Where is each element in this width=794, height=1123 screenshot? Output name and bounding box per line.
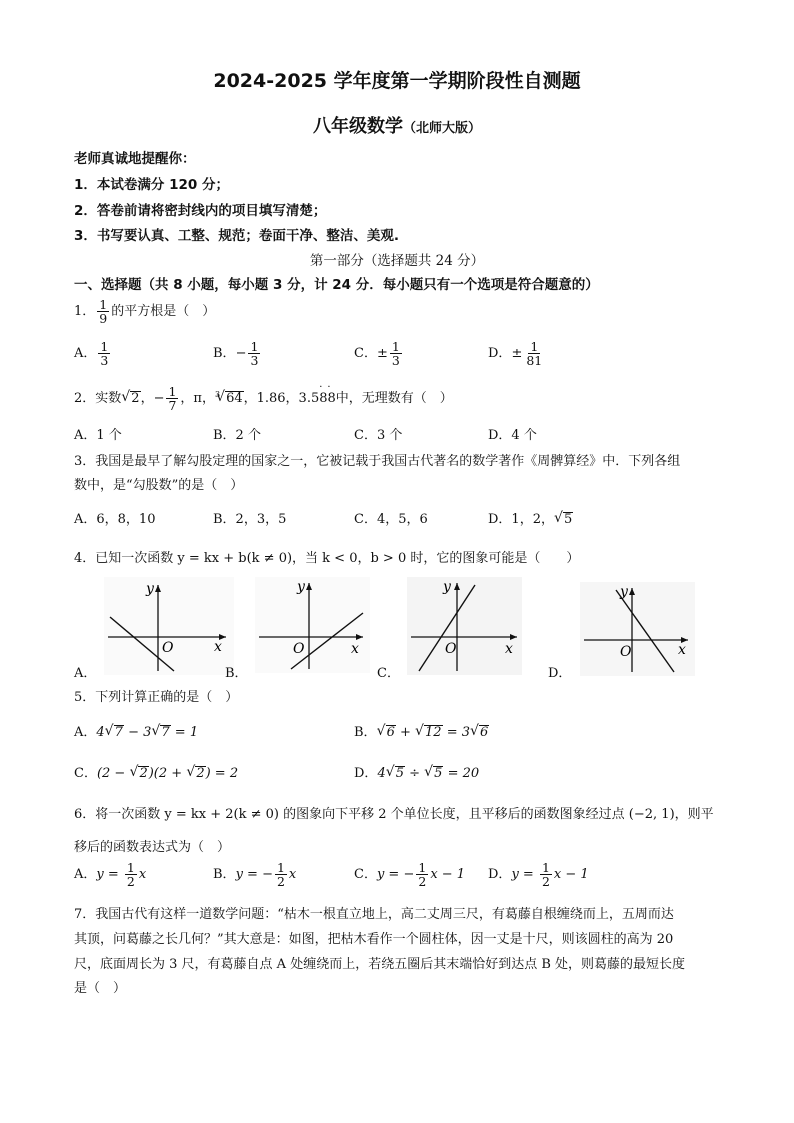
q1-option-d: [488, 340, 546, 367]
radicand: 64: [226, 391, 243, 407]
option-label: D．: [488, 346, 512, 362]
frac-den: 2: [418, 874, 427, 890]
expr-post: x: [138, 867, 147, 883]
q7-line: 尺，底面周长为 3 尺，有葛藤自点 A 处缠绕而上，若绕五圈后其末端恰好到达点 B 处，则葛藤的最短长度: [74, 957, 686, 972]
frac-den: 2: [541, 874, 550, 890]
q2-sep: ，π，: [180, 391, 215, 407]
q2-rest: ，1.86，3.5: [243, 391, 320, 407]
q1-frac-num: 1: [99, 297, 108, 312]
frac-den: 3: [250, 353, 259, 369]
option-label: B．: [213, 346, 236, 362]
frac-num: 1: [250, 339, 259, 354]
part: (2 −: [96, 766, 130, 781]
q6-option-a: [74, 861, 146, 888]
frac-num: 1: [276, 860, 285, 875]
option-fraction: [524, 340, 544, 367]
graph-d: [580, 582, 695, 676]
result: = 1: [170, 725, 199, 740]
q7-line: 是（ ）: [74, 981, 127, 996]
section-heading: 一、选择题（共 8 小题，每小题 3 分，计 24 分．每小题只有一个选项是符合题意的）: [74, 277, 599, 293]
repeat-value: 88: [319, 391, 336, 407]
frac-num: 1: [541, 860, 550, 875]
sqrt: [186, 766, 205, 781]
frac-num: 1: [530, 339, 539, 354]
sqrt: [470, 725, 489, 740]
option-label: A．: [74, 867, 97, 883]
op: − 3: [123, 725, 152, 740]
frac-den: 3: [100, 353, 109, 369]
y-label: y: [146, 581, 154, 597]
sqrt-5: [554, 512, 573, 527]
option-label: C．: [74, 766, 97, 781]
q4-label-a: A．: [74, 666, 97, 681]
radicand: 6: [480, 725, 489, 740]
origin-label: O: [620, 644, 632, 660]
sqrt-2: [121, 391, 140, 406]
graph-bg: [104, 577, 234, 675]
expr-post: x: [288, 867, 297, 883]
expr-fraction: [416, 861, 428, 888]
option-fraction: [98, 340, 110, 367]
frac-num: 1: [418, 860, 427, 875]
q1-frac-den: 9: [99, 311, 108, 327]
option-label: D．: [354, 766, 378, 781]
option-fraction: [390, 340, 402, 367]
frac-den: 2: [126, 874, 135, 890]
graph-b: [255, 577, 370, 673]
q5-option-d: [354, 762, 479, 781]
q4-label-c: C．: [377, 666, 400, 681]
option-label: A．: [74, 346, 97, 362]
option-label: B．: [213, 867, 236, 883]
q3-line2: 数中，是“勾股数”的是（ ）: [74, 478, 244, 493]
eq: = 3: [442, 725, 470, 740]
sqrt: [105, 725, 124, 740]
origin-label: O: [293, 641, 305, 657]
q6-option-c: [354, 861, 465, 888]
q1-option-a: [74, 340, 112, 367]
q6-line2: 移后的函数表达式为（ ）: [74, 840, 231, 855]
repeating-digits: [319, 382, 336, 407]
op: ÷: [405, 766, 425, 781]
q1-number: 1．: [74, 304, 96, 320]
cube-root-index: 3: [214, 389, 221, 399]
expr-fraction: [275, 861, 287, 888]
sign: ±: [376, 346, 388, 362]
radicand: 5: [563, 512, 573, 527]
y-label: y: [443, 579, 451, 595]
q4-label-d: D．: [548, 666, 572, 681]
q3-line1: 3．我国是最早了解勾股定理的国家之一，它被记载于我国古代著名的数学著作《周髀算经》中．下列各组: [74, 454, 681, 469]
option-label: A．: [74, 725, 97, 740]
x-label: x: [214, 639, 222, 655]
option-text: D．1，2，: [488, 512, 554, 527]
frac-num: 1: [168, 384, 177, 399]
expr-post: x − 1: [553, 867, 589, 883]
result: = 20: [443, 766, 480, 781]
q2-fraction: [166, 385, 178, 412]
sqrt: [415, 725, 443, 740]
expr-pre: y = −: [235, 867, 273, 883]
reminder-item: 1．本试卷满分 120 分；: [74, 177, 229, 193]
question-2: [74, 382, 453, 414]
q1-option-b: [213, 340, 262, 367]
radicand: 5: [395, 766, 404, 781]
reminder-item: 3．书写要认真、工整、规范；卷面干净、整洁、美观.: [74, 228, 400, 244]
frac-num: 1: [126, 860, 135, 875]
q6-option-d: [488, 861, 589, 888]
q7-line: 其顶，问葛藤之长几何？”其大意是：如图，把枯木看作一个圆柱体，因一丈是十尺，则该圆柱的高为 20: [74, 932, 674, 947]
q1-option-c: [354, 340, 404, 367]
expr-pre: y =: [511, 867, 538, 883]
radicand: 2: [196, 766, 205, 781]
q6-line1: 6．将一次函数 y = kx + 2(k ≠ 0) 的图象向下平移 2 个单位长度，且平移后的函数图象经过点 (−2, 1)，则平: [74, 807, 714, 822]
q2-option-d: D．4 个: [488, 428, 537, 443]
part: )(2 +: [148, 766, 187, 781]
q4-label-b: B．: [225, 666, 248, 681]
q6-option-b: [213, 861, 296, 888]
q2-sep: ，−: [140, 391, 165, 407]
radicand: 2: [139, 766, 148, 781]
radicand: 12: [425, 725, 442, 740]
graph-bg: [580, 582, 695, 676]
exam-subtitle: [0, 112, 794, 138]
q1-fraction: [97, 298, 109, 325]
q2-option-c: C．3 个: [354, 428, 403, 443]
q3-option-b: B．2，3，5: [213, 512, 287, 527]
radicand: 7: [161, 725, 170, 740]
option-label: D．: [488, 867, 512, 883]
expr-fraction: [540, 861, 552, 888]
q3-option-a: A．6，8，10: [74, 512, 156, 527]
q5-option-c: [74, 762, 238, 781]
expr-pre: y = −: [376, 867, 415, 883]
option-fraction: [248, 340, 260, 367]
radicand: 5: [434, 766, 443, 781]
sign: −: [235, 346, 247, 362]
graph-a: [104, 577, 234, 675]
q2-option-b: B．2 个: [213, 428, 261, 443]
coef: 4: [377, 766, 386, 781]
repeat-dots: ··: [319, 382, 336, 394]
q5-option-b: [354, 721, 489, 740]
sqrt: [151, 725, 170, 740]
sqrt: [377, 725, 396, 740]
q5-option-a: [74, 721, 198, 740]
expr-pre: y =: [96, 867, 123, 883]
radicand: 6: [386, 725, 395, 740]
option-label: C．: [354, 867, 377, 883]
y-label: y: [297, 579, 305, 595]
q1-text: 的平方根是（ ）: [111, 304, 216, 320]
graph-bg: [407, 577, 522, 675]
radicand: 7: [114, 725, 123, 740]
q5-text: 5．下列计算正确的是（ ）: [74, 690, 239, 705]
option-label: C．: [354, 346, 377, 362]
part1-heading: 第一部分（选择题共 24 分）: [309, 253, 485, 269]
coef: 4: [96, 725, 105, 740]
x-label: x: [505, 641, 513, 657]
q3-option-c: C．4，5，6: [354, 512, 428, 527]
sqrt: [424, 766, 443, 781]
q2-tail: 中，无理数有（ ）: [335, 391, 453, 407]
exam-title: 2024-2025 学年度第一学期阶段性自测题: [213, 70, 581, 92]
x-label: x: [678, 642, 686, 658]
q2-prefix: 2．实数: [74, 391, 122, 407]
frac-den: 81: [526, 353, 543, 369]
subtitle-note: （北师大版）: [402, 121, 481, 136]
cube-root-64: [216, 391, 244, 406]
origin-label: O: [162, 640, 174, 656]
op: +: [395, 725, 416, 740]
radicand: 2: [131, 391, 140, 407]
reminder-heading: 老师真诚地提醒你：: [74, 151, 196, 167]
frac-den: 3: [391, 353, 400, 369]
q7-line: 7．我国古代有这样一道数学问题：“枯木一根直立地上，高二丈周三尺，有葛藤自根缠绕而上，五周而达: [74, 907, 674, 922]
frac-den: 2: [276, 874, 285, 890]
origin-label: O: [445, 641, 457, 657]
q2-option-a: A．1 个: [74, 428, 122, 443]
frac-den: 7: [168, 398, 177, 414]
reminder-item: 2．答卷前请将密封线内的项目填写清楚；: [74, 203, 327, 219]
graph-bg: [255, 577, 370, 673]
subtitle-main: 八年级数学: [312, 116, 403, 137]
sqrt: [386, 766, 405, 781]
option-label: B．: [354, 725, 377, 740]
frac-num: 1: [100, 339, 109, 354]
part: ) = 2: [205, 766, 239, 781]
question-1: [74, 298, 215, 325]
expr-post: x − 1: [430, 867, 466, 883]
sign: ±: [511, 346, 523, 362]
graph-c: [407, 577, 522, 675]
sqrt: [129, 766, 148, 781]
frac-num: 1: [391, 339, 400, 354]
q4-text: 4．已知一次函数 y = kx + b(k ≠ 0)，当 k < 0，b > 0 时，它的图象可能是（ ）: [74, 551, 580, 566]
x-label: x: [351, 641, 359, 657]
expr-fraction: [125, 861, 137, 888]
q3-option-d: [488, 508, 573, 527]
y-label: y: [620, 584, 628, 600]
